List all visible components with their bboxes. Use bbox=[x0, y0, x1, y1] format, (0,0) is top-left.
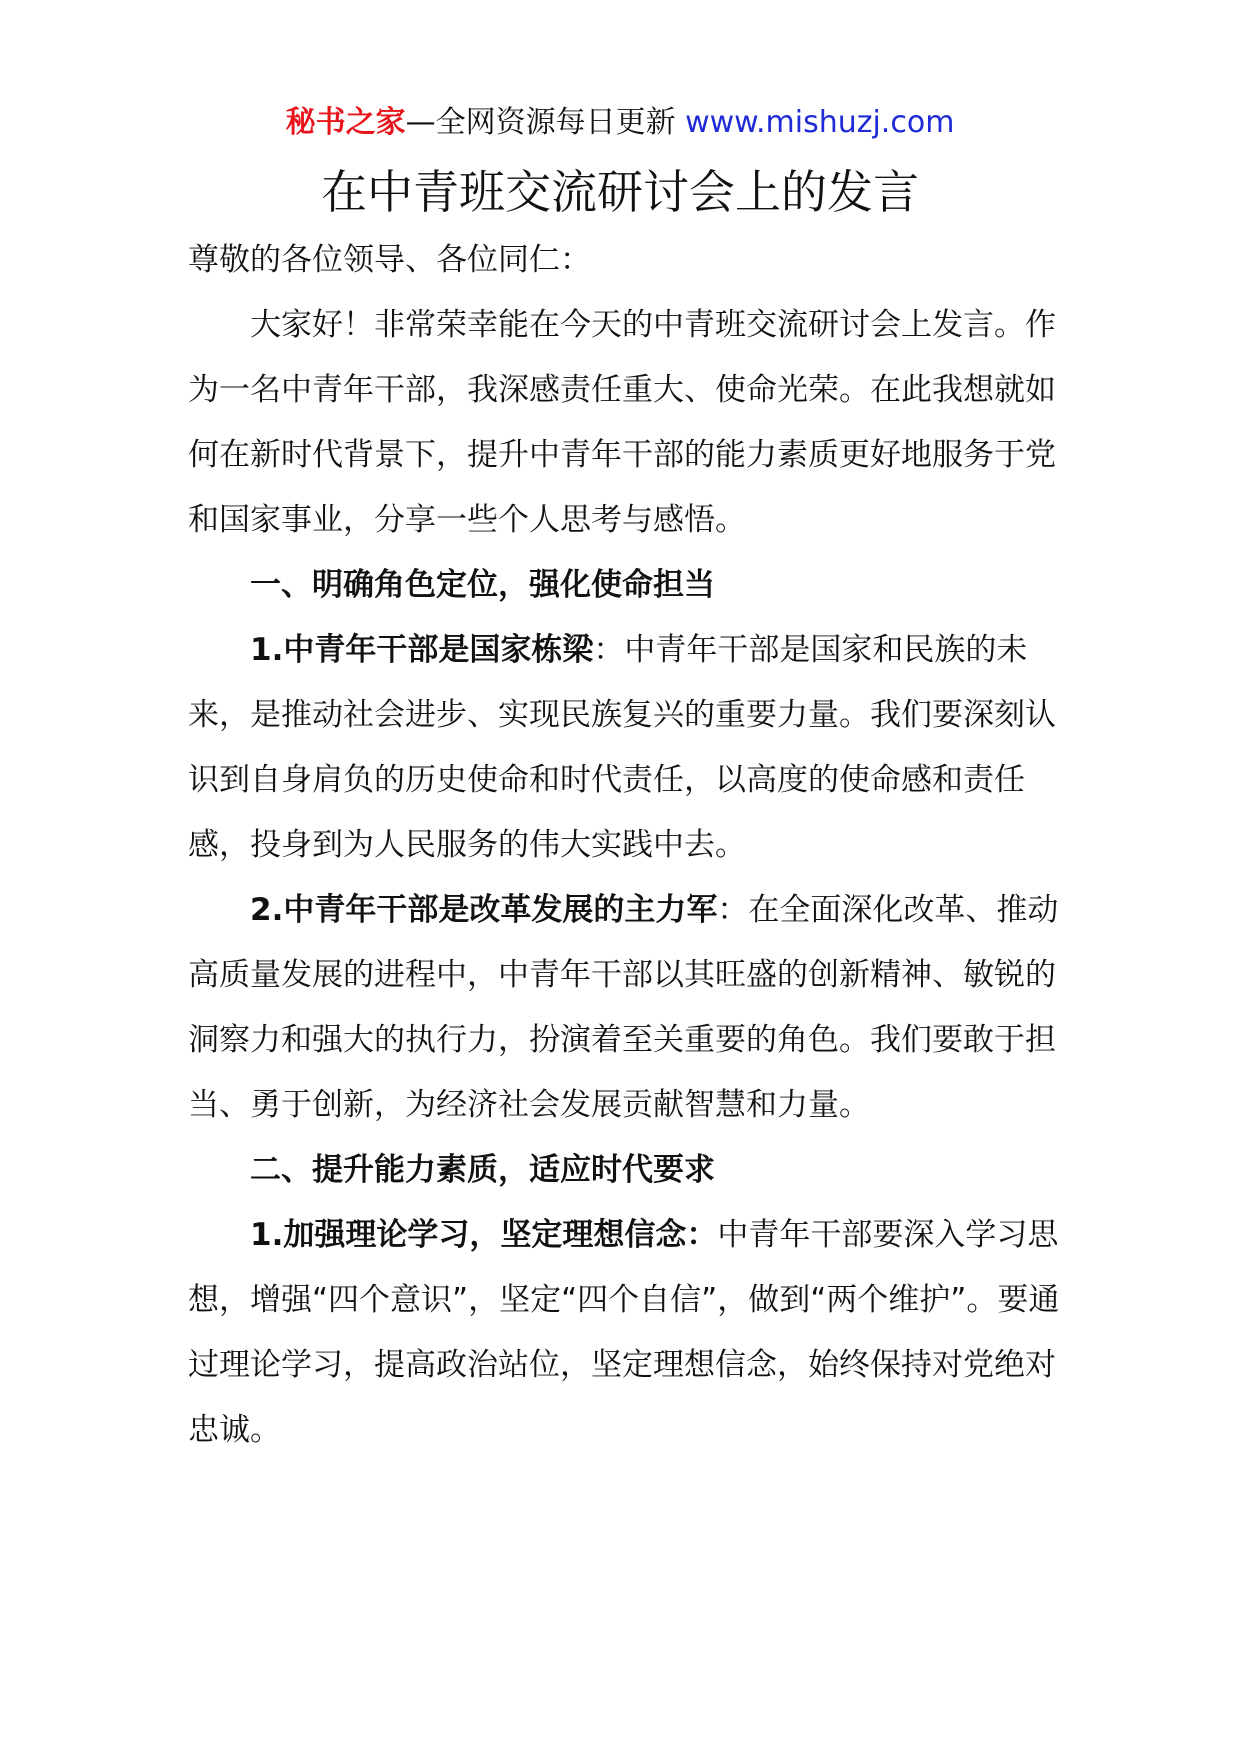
section-item bbox=[188, 1203, 1068, 1463]
item-lead: 1.加强理论学习，坚定理想信念： bbox=[250, 1217, 718, 1253]
site-url[interactable]: www.mishuzj.com bbox=[675, 105, 955, 140]
item-text: 中青年干部要深入学习思想，增强“四个意识”，坚定“四个自信”，做到“两个维护”。要通过理论学习，提高政治站位，坚定理想信念，始终保持对党绝对忠诚。 bbox=[188, 1217, 1060, 1448]
section-heading: 二、提升能力素质，适应时代要求 bbox=[250, 1152, 715, 1188]
greeting: 尊敬的各位领导、各位同仁： bbox=[188, 242, 591, 278]
site-banner bbox=[0, 100, 1240, 146]
section-heading: 一、明确角色定位，强化使命担当 bbox=[250, 567, 715, 603]
section-item bbox=[188, 618, 1068, 878]
document-title: 在中青班交流研讨会上的发言 bbox=[321, 165, 919, 219]
item-text: ：在全面深化改革、推动高质量发展的进程中，中青年干部以其旺盛的创新精神、敏锐的洞察力和强大的执行力，扮演着至关重要的角色。我们要敢于担当、勇于创新，为经济社会发展贡献智慧和力量。 bbox=[188, 892, 1059, 1123]
item-text: ：中青年干部是国家和民族的未来，是推动社会进步、实现民族复兴的重要力量。我们要深刻认识到自身肩负的历史使命和时代责任，以高度的使命感和责任感，投身到为人民服务的伟大实践中去。 bbox=[188, 632, 1056, 863]
site-tagline: —全网资源每日更新 bbox=[405, 105, 676, 140]
document-body bbox=[188, 228, 1068, 1463]
site-brand: 秘书之家 bbox=[285, 105, 406, 140]
item-lead: 1.中青年干部是国家栋梁 bbox=[250, 632, 594, 668]
item-lead: 2.中青年干部是改革发展的主力军 bbox=[250, 892, 718, 928]
intro-paragraph: 大家好！非常荣幸能在今天的中青班交流研讨会上发言。作为一名中青年干部，我深感责任重大、使命光荣。在此我想就如何在新时代背景下，提升中青年干部的能力素质更好地服务于党和国家事业，分享一些个人思考与感悟。 bbox=[188, 307, 1056, 538]
section-item bbox=[188, 878, 1068, 1138]
